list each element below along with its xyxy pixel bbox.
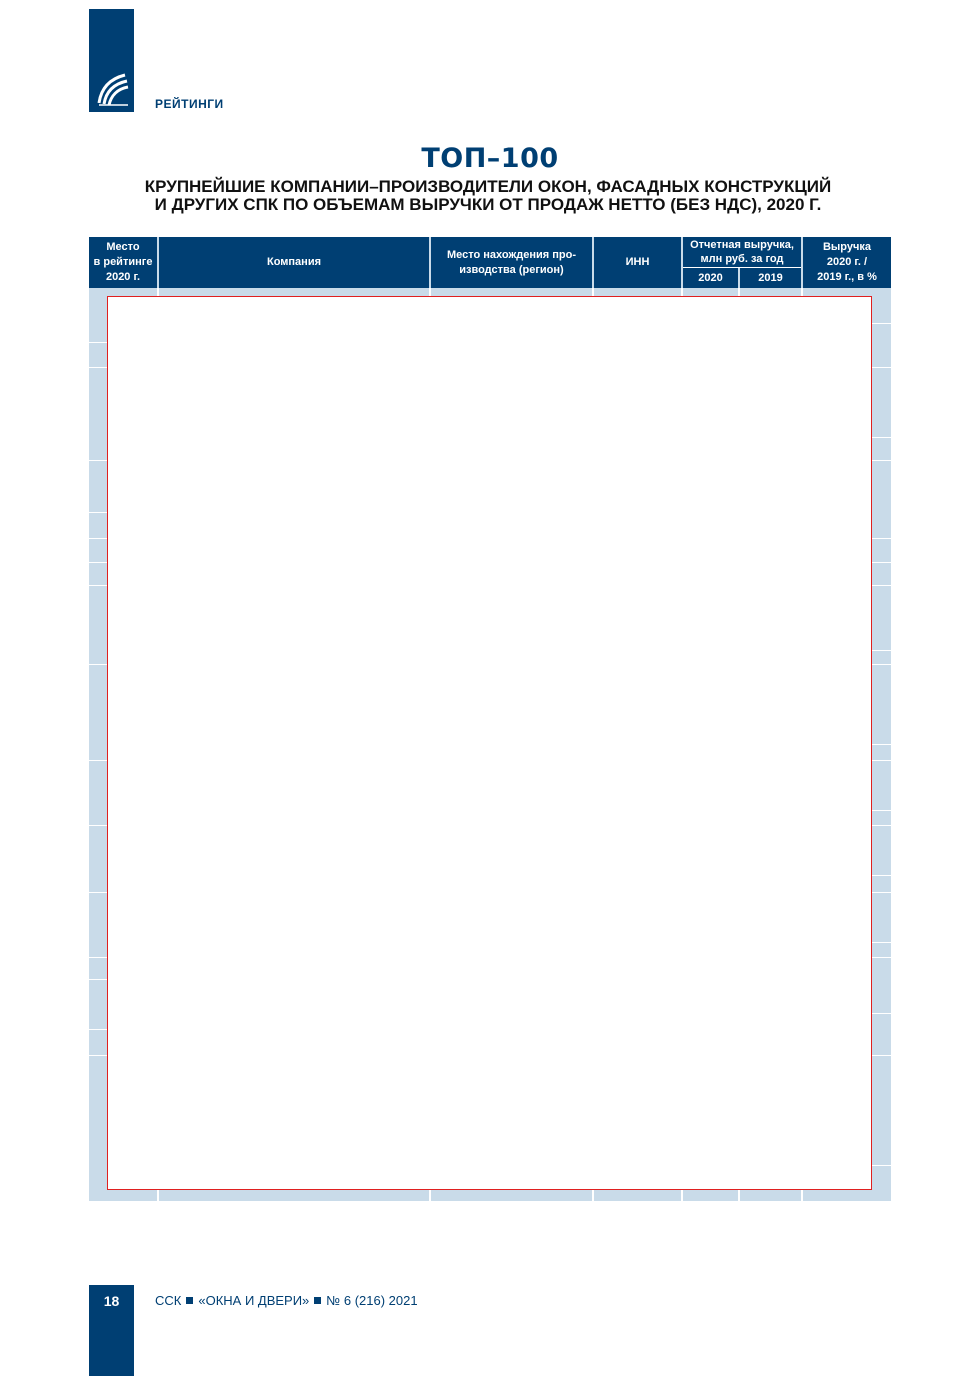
square-icon (314, 1297, 321, 1304)
row-divider (872, 367, 891, 368)
page-subtitle (88, 178, 888, 214)
logo-icon (95, 67, 129, 107)
footer-magazine-b: «ОКНА И ДВЕРИ» (198, 1293, 310, 1308)
page-number: 18 (103, 1293, 120, 1309)
header-ratio (803, 237, 891, 288)
row-divider (872, 437, 891, 438)
header-ratio-line-2: 2020 г. / (826, 256, 868, 268)
row-divider (872, 875, 891, 876)
row-divider (89, 760, 107, 761)
header-year-2019: 2019 (740, 268, 801, 288)
row-divider (89, 367, 107, 368)
row-divider (89, 1055, 107, 1056)
header-rank (89, 237, 157, 288)
row-divider (89, 585, 107, 586)
header-ratio-line-1: Выручка (822, 241, 872, 253)
row-divider (872, 585, 891, 586)
row-divider (872, 664, 891, 665)
row-divider (89, 825, 107, 826)
blank-content-frame (107, 296, 872, 1190)
row-divider (872, 957, 891, 958)
row-divider (89, 512, 107, 513)
row-divider (872, 892, 891, 893)
row-divider (89, 460, 107, 461)
header-rank-line-2: в рейтинге (93, 256, 153, 268)
row-divider (872, 323, 891, 324)
row-divider (89, 1029, 107, 1030)
row-divider (89, 342, 107, 343)
row-divider (872, 460, 891, 461)
subtitle-line-1: КРУПНЕЙШИЕ КОМПАНИИ–ПРОИЗВОДИТЕЛИ ОКОН, ФАСАДНЫХ КОНСТРУКЦИЙ (144, 177, 832, 196)
row-divider (872, 744, 891, 745)
header-revenue (683, 237, 801, 267)
square-icon (186, 1297, 193, 1304)
header-divider (683, 267, 801, 268)
row-divider (872, 1165, 891, 1166)
header-region-line-1: Место нахождения про- (447, 248, 576, 261)
header-revenue-line-1: Отчетная выручка, (690, 239, 794, 251)
subtitle-line-2: И ДРУГИХ СПК ПО ОБЪЕМАМ ВЫРУЧКИ ОТ ПРОДАЖ НЕТТО (БЕЗ НДС), 2020 Г. (154, 195, 822, 214)
row-divider (89, 538, 107, 539)
header-year-2020: 2020 (683, 268, 738, 288)
header-region-line-2: изводства (регион) (459, 263, 564, 276)
row-divider (89, 664, 107, 665)
row-divider (89, 892, 107, 893)
row-divider (872, 942, 891, 943)
footer-magazine (155, 1293, 418, 1308)
header-ratio-line-3: 2019 г., в % (817, 271, 877, 283)
header-region (431, 237, 592, 288)
footer-issue: № 6 (216) 2021 (326, 1293, 418, 1308)
header-revenue-line-2: млн руб. за год (700, 253, 784, 265)
row-divider (89, 979, 107, 980)
footer-magazine-a: ССК (155, 1293, 182, 1308)
section-label: РЕЙТИНГИ (155, 97, 224, 111)
row-divider (872, 650, 891, 651)
row-divider (872, 760, 891, 761)
footer-tab (89, 1285, 134, 1376)
page-title: ТОП–100 (421, 143, 559, 174)
header-rank-line-3: 2020 г. (105, 271, 141, 283)
header-rank-line-1: Место (106, 241, 140, 253)
header-tab (89, 9, 134, 112)
row-divider (872, 1013, 891, 1014)
row-divider (89, 957, 107, 958)
row-divider (872, 1055, 891, 1056)
header-inn: ИНН (594, 237, 681, 288)
row-divider (89, 562, 107, 563)
row-divider (872, 825, 891, 826)
row-divider (872, 562, 891, 563)
row-divider (872, 538, 891, 539)
header-company: Компания (159, 237, 429, 288)
row-divider (872, 810, 891, 811)
